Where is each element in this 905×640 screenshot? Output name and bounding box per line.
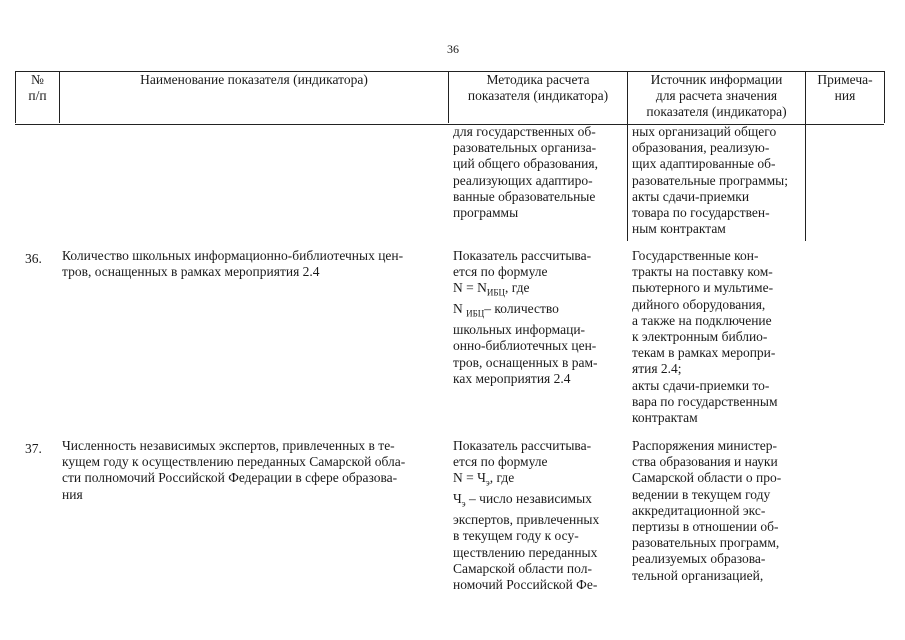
text-line: кущем году к осуществлению переданных Самарской обла-	[62, 454, 406, 470]
formula-subscript: ИБЦ	[486, 288, 506, 299]
text-line: школьных информаци-	[453, 322, 586, 338]
row-37-source-cell	[632, 438, 781, 584]
text-line: Распоряжения министер-	[632, 438, 777, 453]
formula-tail: , где	[505, 280, 530, 296]
row-37-number: 37.	[25, 441, 42, 456]
formula-definition-line	[453, 491, 599, 512]
variable-subscript: э	[461, 498, 466, 509]
variable-symbol: N	[453, 301, 467, 317]
text-line: текам в рамках меропри-	[632, 345, 776, 361]
text-line: для государственных об-	[453, 124, 596, 139]
formula-base: N = Ч	[453, 470, 486, 486]
text-line: Самарской области пол-	[453, 560, 592, 576]
text-line: ведении в текущем году	[632, 486, 771, 502]
text-line: ства образования и науки	[632, 454, 778, 470]
header-number-line-1: №	[31, 72, 44, 87]
formula-tail: , где	[489, 470, 515, 486]
header-method-line-1: Методика расчета	[486, 72, 590, 87]
text-line: Показатель рассчитыва-	[453, 248, 592, 263]
text-line: а также на подключение	[632, 312, 772, 328]
variable-symbol: Ч	[453, 491, 462, 507]
text-line: номочий Российской Фе-	[453, 577, 598, 592]
text-line: щих адаптированные об-	[632, 156, 776, 172]
variable-definition: – число независимых	[465, 491, 592, 507]
text-line: Показатель рассчитыва-	[453, 438, 592, 453]
text-line: разовательных программ,	[632, 535, 780, 551]
formula-line	[453, 470, 599, 491]
continuation-method-cell	[453, 124, 598, 221]
header-source-line-3: показателя (индикатора)	[646, 104, 787, 119]
text-line: акты сдачи-приемки то-	[632, 377, 770, 393]
text-line: Самарской области о про-	[632, 470, 782, 486]
text-line: к электронным библио-	[632, 329, 768, 345]
row-36-name-cell	[62, 248, 403, 280]
text-line: экспертов, привлеченных	[453, 512, 600, 528]
row-36-source-cell	[632, 248, 778, 426]
text-line: Государственные кон-	[632, 248, 759, 263]
text-line: пьютерного и мультиме-	[632, 280, 774, 296]
header-cell-name	[60, 72, 448, 88]
text-line: программы	[453, 205, 519, 221]
row-36-number: 36.	[25, 251, 42, 266]
header-cell-source	[628, 72, 805, 120]
text-line: ций общего образования,	[453, 156, 598, 172]
header-cell-number	[16, 72, 59, 104]
text-line: реализующих адаптиро-	[453, 172, 593, 188]
text-line: ных организаций общего	[632, 124, 777, 139]
page-number: 36	[447, 42, 459, 56]
text-line: онно-библиотечных цен-	[453, 338, 597, 354]
text-line: ется по формуле	[453, 264, 548, 280]
text-line: разовательных организа-	[453, 140, 597, 156]
text-line: контрактам	[632, 410, 698, 426]
text-line: дийного оборудования,	[632, 296, 766, 312]
continuation-source-cell	[632, 124, 788, 237]
formula-definition-line	[453, 301, 598, 322]
header-divider-6	[884, 71, 885, 123]
text-line: акты сдачи-приемки	[632, 188, 750, 204]
text-line: Количество школьных информационно-библиотечных цен-	[62, 248, 404, 263]
formula-line	[453, 280, 598, 301]
text-line: товара по государствен-	[632, 205, 770, 221]
text-line: тров, оснащенных в рамках мероприятия 2.4	[62, 264, 320, 280]
text-line: сти полномочий Российской Федерации в сфере образова-	[62, 470, 398, 486]
text-line: тров, оснащенных в рам-	[453, 354, 598, 370]
header-cell-notes	[806, 72, 884, 104]
text-line: в текущем году к осу-	[453, 528, 579, 544]
header-name-text: Наименование показателя (индикатора)	[140, 72, 368, 87]
row-37-name-cell	[62, 438, 405, 503]
header-notes-line-1: Примеча-	[817, 72, 873, 87]
text-line: пертизы в отношении об-	[632, 519, 779, 535]
text-line: тельной организацией,	[632, 567, 764, 583]
text-line: ществлению переданных	[453, 544, 598, 560]
row-36-method-cell	[453, 248, 598, 387]
text-line: ным контрактам	[632, 221, 726, 237]
row-37-method-cell	[453, 438, 599, 593]
header-source-line-1: Источник информации	[650, 72, 783, 87]
header-number-line-2: п/п	[28, 88, 47, 103]
header-method-line-2: показателя (индикатора)	[467, 88, 609, 103]
formula-base: N = N	[453, 280, 487, 296]
text-line: ется по формуле	[453, 454, 548, 470]
text-line: ния	[62, 486, 83, 502]
header-source-line-2: для расчета значения	[655, 88, 778, 103]
text-line: Численность независимых экспертов, привлеченных в те-	[62, 438, 395, 453]
variable-subscript: ИБЦ	[466, 308, 485, 319]
text-line: ванные образовательные	[453, 188, 596, 204]
text-line: реализуемых образова-	[632, 551, 766, 567]
header-cell-method	[449, 72, 627, 104]
header-notes-line-2: ния	[834, 88, 856, 103]
text-line: ках мероприятия 2.4	[453, 370, 571, 386]
text-line: разовательные программы;	[632, 172, 788, 188]
text-line: образования, реализую-	[632, 140, 770, 156]
variable-definition: – количество	[484, 301, 559, 317]
formula-subscript: э	[485, 478, 490, 489]
text-line: ятия 2.4;	[632, 361, 682, 377]
text-line: тракты на поставку ком-	[632, 264, 773, 280]
text-line: аккредитационной экс-	[632, 502, 766, 518]
text-line: вара по государственным	[632, 393, 778, 409]
